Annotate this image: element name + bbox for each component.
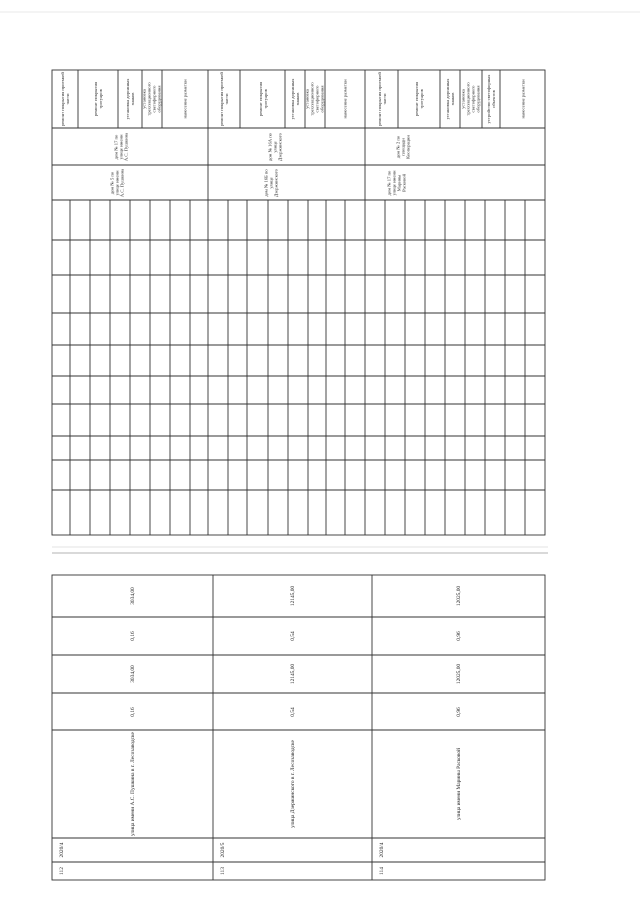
- value-text: 0,54: [289, 706, 296, 717]
- column-header: [162, 70, 208, 128]
- column-header-text: нанесение разметки: [342, 79, 348, 119]
- value-text: 12145,00: [289, 585, 296, 607]
- column-header: [482, 70, 500, 128]
- column-header: [240, 70, 285, 128]
- street-cell: [213, 730, 372, 838]
- address-cell: [100, 165, 134, 200]
- column-header: [208, 70, 240, 128]
- code-text: 2020/4: [378, 842, 385, 858]
- row-number: 114: [378, 867, 385, 875]
- row-number-cell: [214, 862, 232, 880]
- street-cell: [52, 730, 213, 838]
- address-text: дом № 17 по улице имени А.С. Пушкина: [113, 132, 129, 161]
- value-cell: [372, 655, 545, 693]
- column-header-text: ремонт покрытия тротуаров: [257, 81, 268, 117]
- value-text: 0,54: [289, 631, 296, 641]
- column-header: [460, 70, 482, 128]
- code-cell: [373, 838, 391, 862]
- column-header-text: ремонт покрытия проезжей части: [59, 72, 70, 126]
- code-text: 2020/5: [219, 842, 226, 858]
- column-header-text: устройство светофорных объектов: [485, 74, 496, 124]
- row-number-cell: [53, 862, 71, 880]
- address-cell: [104, 128, 138, 165]
- column-header-text: ремонт покрытия проезжей части: [376, 72, 387, 126]
- column-header-text: установка трехсекционного светофорного оборудования: [304, 82, 326, 116]
- address-text: дом № 17 по улице имени Марины Расковой: [386, 170, 408, 195]
- column-header: [285, 70, 305, 128]
- value-cell: [52, 575, 213, 617]
- column-header: [305, 70, 325, 128]
- column-header: [500, 70, 545, 128]
- value-cell: [372, 693, 545, 730]
- value-text: 3034,00: [129, 587, 136, 605]
- column-header-text: установка дорожных знаков: [124, 78, 135, 120]
- column-header: [325, 70, 365, 128]
- address-text: дом № 16Б по улице Дзержинского: [263, 168, 279, 197]
- column-header-text: ремонт покрытия проезжей части: [218, 72, 229, 126]
- column-header: [142, 70, 162, 128]
- column-header: [118, 70, 142, 128]
- code-cell: [214, 838, 232, 862]
- column-header: [365, 70, 398, 128]
- column-header-text: установка трехсекционного светофорного оборудования: [460, 82, 482, 116]
- address-cell: [386, 128, 420, 165]
- value-text: 12025,00: [455, 663, 462, 685]
- column-header-text: установка дорожных знаков: [289, 78, 300, 120]
- column-header: [78, 70, 118, 128]
- row-number-cell: [373, 862, 391, 880]
- column-header-text: установка трехсекционного светофорного оборудования: [141, 82, 163, 116]
- address-cell: [254, 165, 288, 200]
- value-cell: [372, 617, 545, 655]
- value-cell: [213, 655, 372, 693]
- street-text: улица имени Марины Расковой: [455, 748, 462, 820]
- column-header-text: нанесение разметки: [182, 79, 188, 119]
- address-cell: [380, 165, 414, 200]
- street-text: улица Дзержинского в г. Лесозаводске: [289, 740, 296, 828]
- address-text: дом № 2 по площади Кооперации: [395, 134, 411, 159]
- value-cell: [213, 693, 372, 730]
- value-text: 0,96: [455, 631, 462, 641]
- row-number: 112: [58, 867, 65, 875]
- column-header-text: ремонт покрытия тротуаров: [413, 81, 424, 117]
- street-cell: [372, 730, 545, 838]
- value-text: 3034,00: [129, 665, 136, 683]
- column-header-text: нанесение разметки: [519, 79, 525, 119]
- address-text: дом № 16А по улице Дзержинского: [267, 132, 283, 161]
- column-header-text: ремонт покрытия тротуаров: [92, 81, 103, 117]
- column-header: [52, 70, 78, 128]
- column-header: [398, 70, 440, 128]
- value-cell: [372, 575, 545, 617]
- address-text: дом № 5 по улице имени А.С. Пушкина: [109, 168, 125, 197]
- value-text: 0,16: [129, 706, 136, 717]
- value-text: 12025,00: [455, 585, 462, 607]
- street-text: улица имени А.С. Пушкина в г. Лесозаводске: [129, 732, 136, 836]
- address-cell: [258, 128, 292, 165]
- value-cell: [52, 617, 213, 655]
- value-text: 0,96: [455, 706, 462, 717]
- value-cell: [213, 617, 372, 655]
- column-header-text: установка дорожных знаков: [444, 78, 455, 120]
- column-header: [440, 70, 460, 128]
- value-cell: [213, 575, 372, 617]
- code-cell: [53, 838, 71, 862]
- value-cell: [52, 655, 213, 693]
- value-cell: [52, 693, 213, 730]
- code-text: 2020/4: [58, 842, 65, 858]
- row-number: 113: [219, 867, 226, 875]
- value-text: 0,16: [129, 631, 136, 641]
- value-text: 12145,00: [289, 663, 296, 685]
